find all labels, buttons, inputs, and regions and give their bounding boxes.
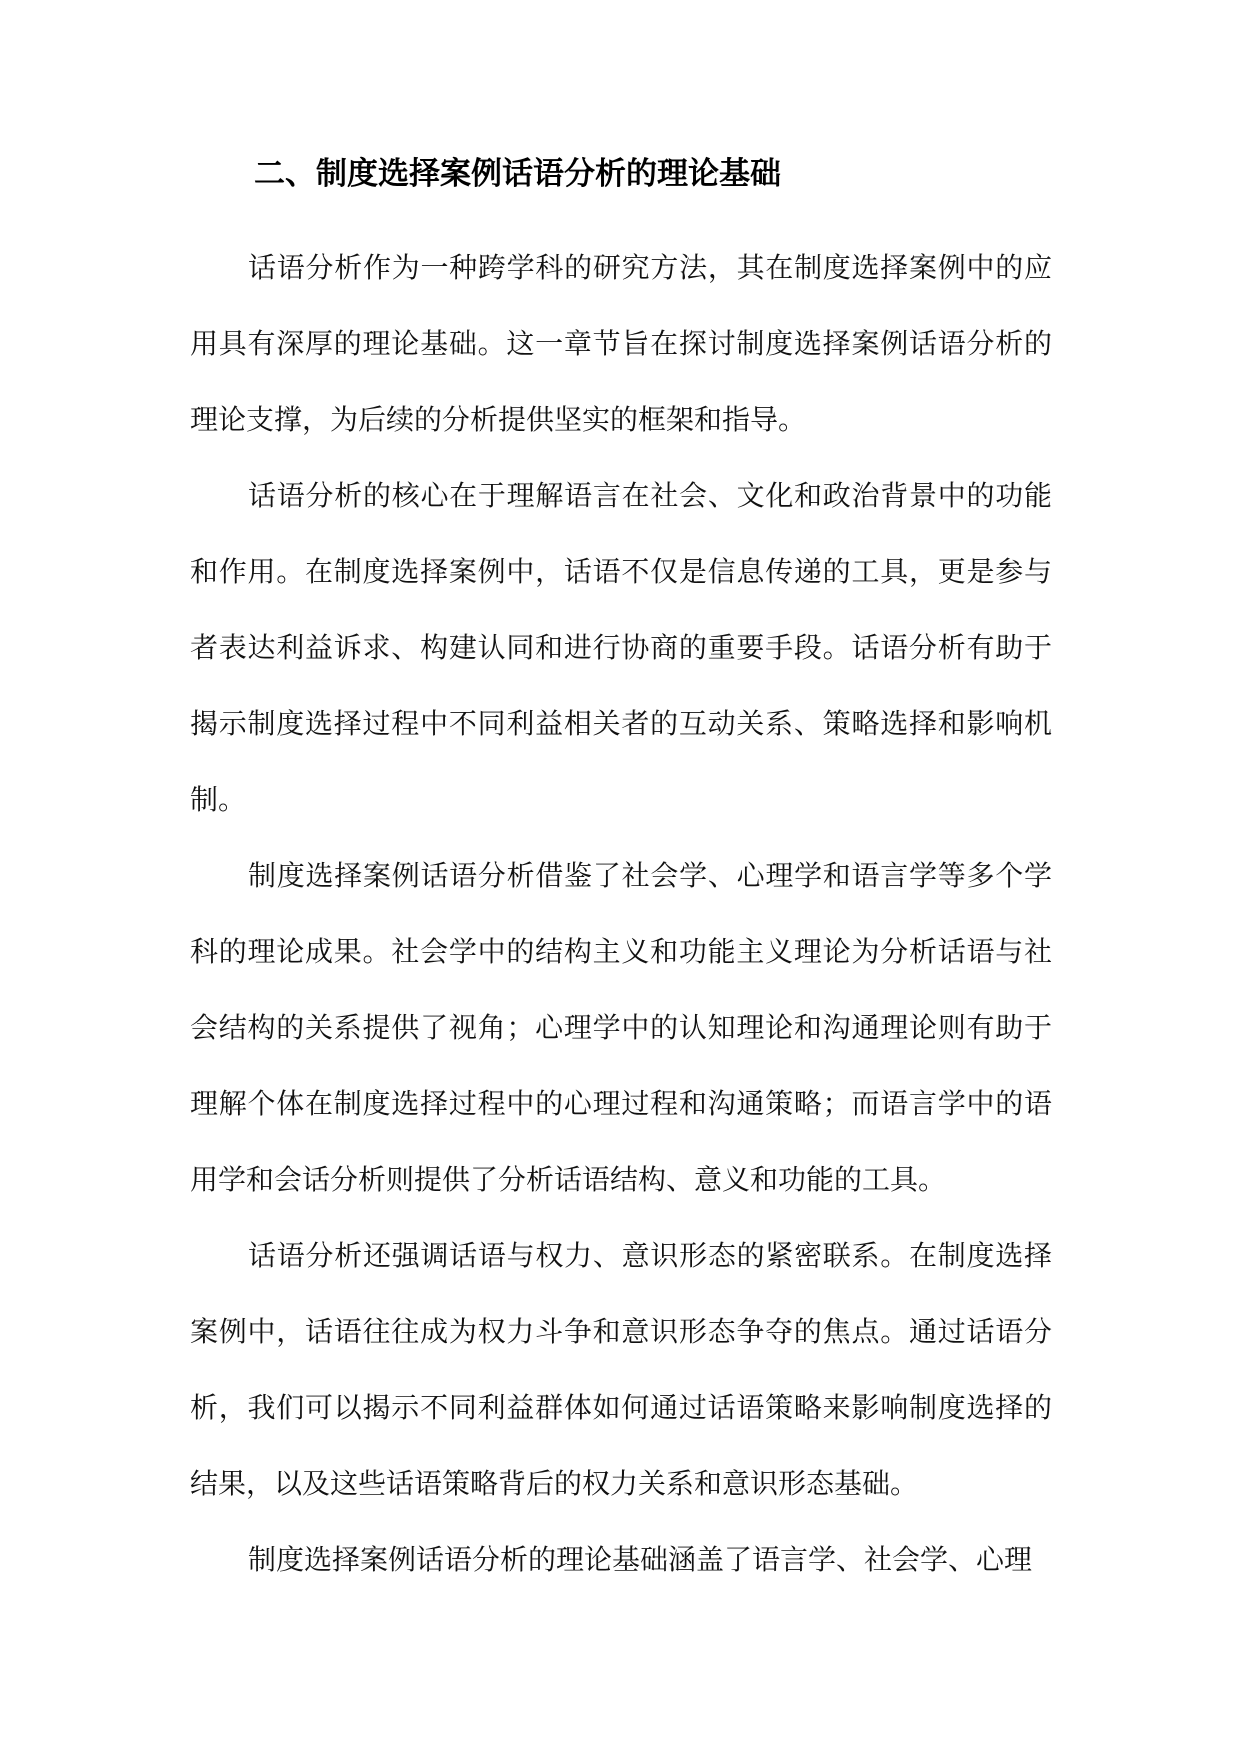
paragraph-4: 话语分析还强调话语与权力、意识形态的紧密联系。在制度选择案例中，话语往往成为权力斗争和意识形态争夺的焦点。通过话语分析，我们可以揭示不同利益群体如何通过话语策略来影响制度选择的结果，以及这些话语策略背后的权力关系和意识形态基础。 [190,1239,1052,1500]
paragraph-2: 话语分析的核心在于理解语言在社会、文化和政治背景中的功能和作用。在制度选择案例中，话语不仅是信息传递的工具，更是参与者表达利益诉求、构建认同和进行协商的重要手段。话语分析有助于揭示制度选择过程中不同利益相关者的互动关系、策略选择和影响机制。 [190,479,1052,816]
body-text [190,230,1052,1598]
paragraph-3: 制度选择案例话语分析借鉴了社会学、心理学和语言学等多个学科的理论成果。社会学中的结构主义和功能主义理论为分析话语与社会结构的关系提供了视角；心理学中的认知理论和沟通理论则有助于理解个体在制度选择过程中的心理过程和沟通策略；而语言学中的语用学和会话分析则提供了分析话语结构、意义和功能的工具。 [190,859,1052,1196]
section-heading: 二、制度选择案例话语分析的理论基础 [254,156,781,192]
paragraph-1: 话语分析作为一种跨学科的研究方法，其在制度选择案例中的应用具有深厚的理论基础。这一章节旨在探讨制度选择案例话语分析的理论支撑，为后续的分析提供坚实的框架和指导。 [190,251,1052,436]
paragraph-5: 制度选择案例话语分析的理论基础涵盖了语言学、社会学、心理 [248,1543,1033,1576]
